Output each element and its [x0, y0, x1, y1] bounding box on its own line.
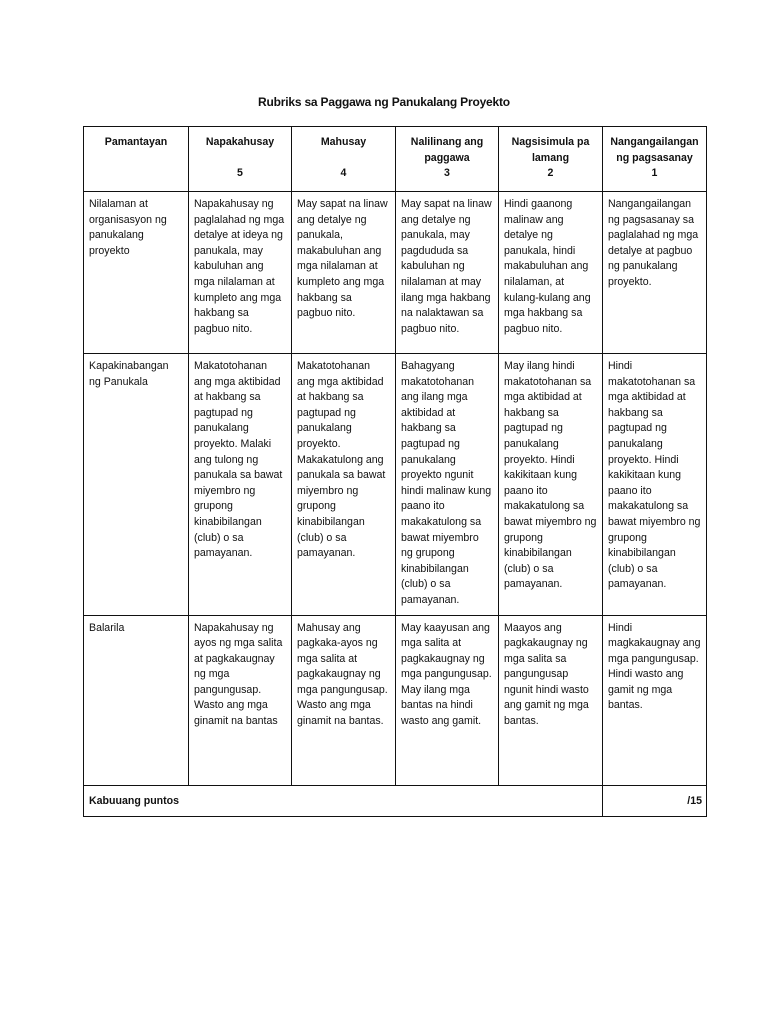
page-title: Rubriks sa Paggawa ng Panukalang Proyekto [258, 95, 510, 109]
header-points: 1 [651, 167, 658, 180]
header-nagsisimula [499, 127, 603, 192]
header-nangangailangan [603, 127, 707, 192]
rubric-cell: Hindi gaanong malinaw ang detalye ng panukala, hindi makabuluhan ang nilalaman, at kulang-kulang ang mga hakbang sa pagbuo nito. [499, 192, 603, 354]
header-label: Pamantayan [104, 136, 168, 148]
table-header-row [84, 127, 707, 192]
total-label: Kabuuang puntos [84, 785, 603, 816]
header-napakahusay [189, 127, 292, 192]
table-row [84, 192, 707, 354]
rubric-cell: May kaayusan ang mga salita at pagkakaugnay ng mga pangungusap. May ilang mga bantas na hindi wasto ang gamit. [396, 615, 499, 785]
rubric-cell: Napakahusay ng paglalahad ng mga detalye at ideya ng panukala, may kabuluhan ang mga nilalaman at kumpleto ang mga hakbang sa pagbuo nito. [189, 192, 292, 354]
header-points: 3 [444, 167, 450, 180]
header-label: Napakahusay [205, 136, 275, 148]
rubric-cell: Nangangailangan ng pagsasanay sa paglalahad ng mga detalye at pagbuo ng panukalang proyekto. [603, 192, 707, 354]
rubric-cell: May sapat na linaw ang detalye ng panukala, may pagdududa sa kabuluhan ng nilalaman at may ilang mga hakbang na nalaktawan sa pagbuo nito. [396, 192, 499, 354]
rubric-cell: Bahagyang makatotohanan ang ilang mga aktibidad at hakbang sa pagtupad ng panukalang proyekto ngunit hindi malinaw kung paano ito makakatulong sa bawat miyembro ng grupong kinabibilangan (club) o sa pamayanan. [396, 354, 499, 616]
rubric-table [83, 126, 707, 817]
header-label: Nangangailangan ng pagsasanay [610, 136, 699, 164]
total-row [84, 785, 707, 816]
criterion-cell: Kapakinabangan ng Panukala [84, 354, 189, 616]
header-points: 5 [237, 167, 243, 179]
header-mahusay [292, 127, 396, 192]
table-row [84, 354, 707, 616]
rubric-cell: Makatotohanan ang mga aktibidad at hakbang sa pagtupad ng panukalang proyekto. Makakatulong ang panukala sa bawat miyembro ng grupong kinabibilangan (club) o sa pamayanan. [292, 354, 396, 616]
rubric-cell: Maayos ang pagkakaugnay ng mga salita sa pangungusap ngunit hindi wasto ang gamit ng mga bantas. [499, 615, 603, 785]
header-points: 4 [340, 167, 347, 179]
total-score: /15 [603, 785, 707, 816]
criterion-cell: Nilalaman at organisasyon ng panukalang proyekto [84, 192, 189, 354]
header-points: 2 [547, 167, 554, 180]
rubric-cell: Hindi magkakaugnay ang mga pangungusap. Hindi wasto ang gamit ng mga bantas. [603, 615, 707, 785]
header-pamantayan [84, 127, 189, 192]
header-label: Mahusay [320, 136, 367, 148]
rubric-cell: Napakahusay ng ayos ng mga salita at pagkakaugnay ng mga pangungusap. Wasto ang mga ginamit na bantas [189, 615, 292, 785]
rubric-cell: Mahusay ang pagkaka-ayos ng mga salita at pagkakaugnay ng mga pangungusap. Wasto ang mga ginamit na bantas. [292, 615, 396, 785]
header-nalilinang [396, 127, 499, 192]
rubric-cell: Hindi makatotohanan sa mga aktibidad at hakbang sa pagtupad ng panukalang proyekto. Hindi kakikitaan kung paano ito makakatulong sa bawat miyembro ng grupong kinabibilangan (club) o sa pamayanan. [603, 354, 707, 616]
header-label: Nalilinang ang paggawa [410, 136, 484, 164]
rubric-cell: Makatotohanan ang mga aktibidad at hakbang sa pagtupad ng panukalang proyekto. Malaki ang tulong ng panukala sa bawat miyembro ng grupong kinabibilangan (club) o sa pamayanan. [189, 354, 292, 616]
header-label: Nagsisimula pa lamang [511, 136, 590, 164]
rubric-cell: May ilang hindi makatotohanan sa mga aktibidad at hakbang sa pagtupad ng panukalang proyekto. Hindi kakikitaan kung paano ito makakatulong sa bawat miyembro ng grupong kinabibilangan (club) o sa pamayanan. [499, 354, 603, 616]
table-row [84, 615, 707, 785]
rubric-cell: May sapat na linaw ang detalye ng panukala, makabuluhan ang mga nilalaman at kumpleto ang mga hakbang sa pagbuo nito. [292, 192, 396, 354]
criterion-cell: Balarila [84, 615, 189, 785]
